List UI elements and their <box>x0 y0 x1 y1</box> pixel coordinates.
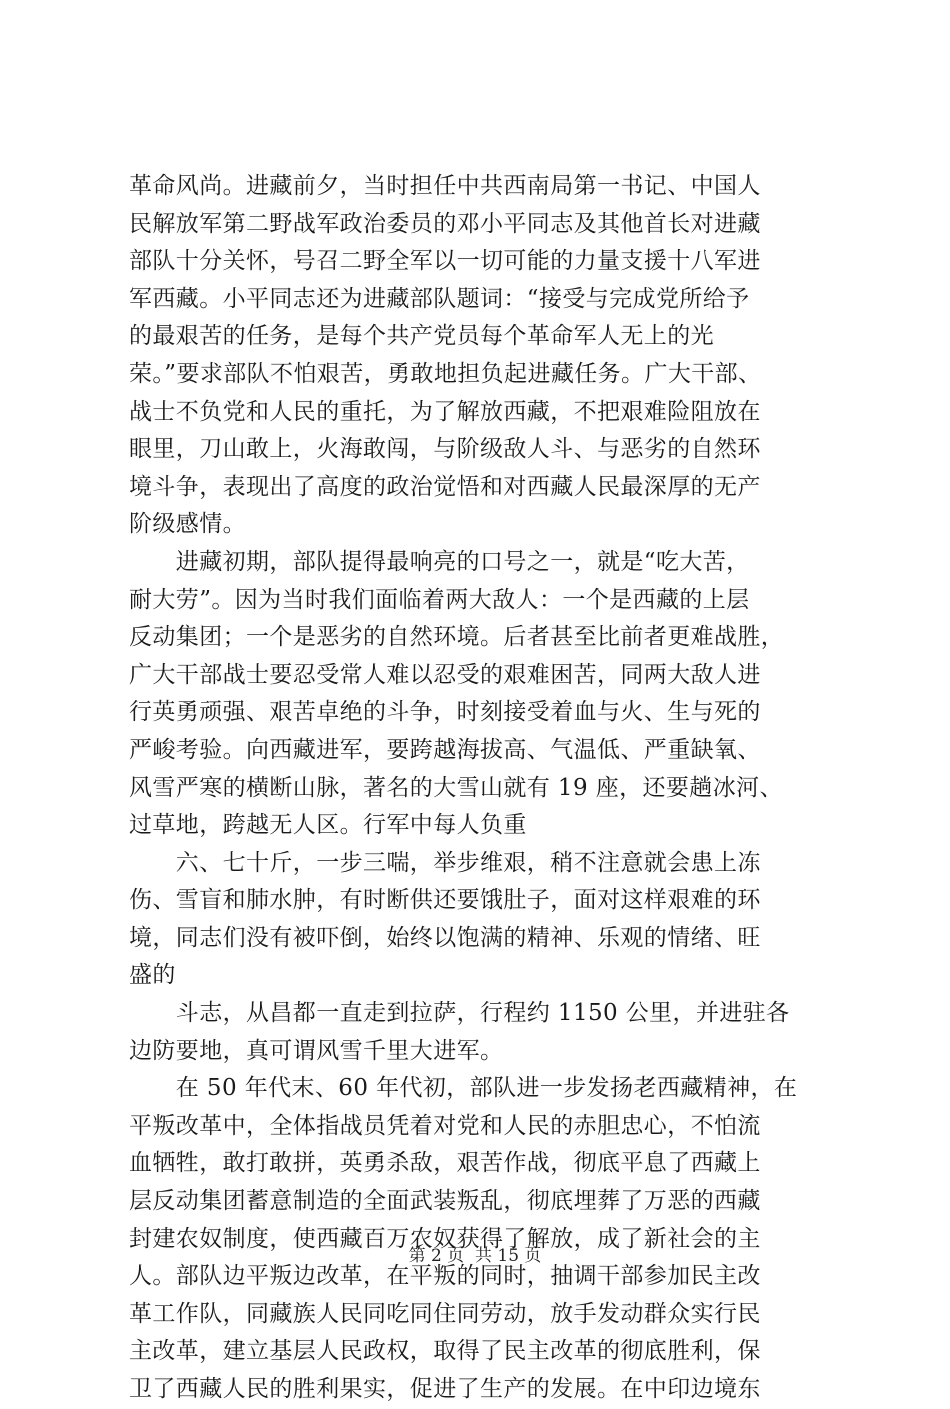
text-line: 主改革，建立基层人民政权，取得了民主改革的彻底胜利，保 <box>129 1338 761 1365</box>
text-line: 盛的 <box>129 962 176 989</box>
text-line: 革工作队，同藏族人民同吃同住同劳动，放手发动群众实行民 <box>129 1300 761 1327</box>
text-line: 革命风尚。进藏前夕，当时担任中共西南局第一书记、中国人 <box>129 173 761 199</box>
text-line: 的最艰苦的任务，是每个共产党员每个革命军人无上的光 <box>129 323 714 350</box>
text-line: 部队十分关怀，号召二野全军以一切可能的力量支援十八军进 <box>129 248 761 275</box>
text-line: 严峻考验。向西藏进军，要跨越海拔高、气温低、严重缺氧、 <box>129 736 761 763</box>
text-line: 血牺牲，敢打敢拼，英勇杀敌，艰苦作战，彻底平息了西藏上 <box>129 1150 761 1177</box>
text-line: 境，同志们没有被吓倒，始终以饱满的精神、乐观的情绪、旺 <box>129 924 761 951</box>
text-line: 卫了西藏人民的胜利果实，促进了生产的发展。在中印边境东 <box>129 1376 761 1402</box>
body-text <box>129 168 829 1409</box>
text-line: 斗志，从昌都一直走到拉萨，行程约 1150 公里，并进驻各 <box>129 1000 790 1027</box>
text-line: 层反动集团蓄意制造的全面武装叛乱，彻底埋葬了万恶的西藏 <box>129 1188 761 1215</box>
text-line: 反动集团；一个是恶劣的自然环境。后者甚至比前者更难战胜， <box>129 624 785 651</box>
text-line: 六、七十斤，一步三喘，举步维艰，稍不注意就会患上冻 <box>129 849 761 876</box>
text-line: 平叛改革中，全体指战员凭着对党和人民的赤胆忠心，不怕流 <box>129 1112 761 1139</box>
text-line: 进藏初期，部队提得最响亮的口号之一，就是“吃大苦， <box>129 548 750 575</box>
text-line: 眼里，刀山敢上，火海敢闯，与阶级敌人斗、与恶劣的自然环 <box>129 436 761 463</box>
text-line: 境斗争，表现出了高度的政治觉悟和对西藏人民最深厚的无产 <box>129 473 761 500</box>
text-line: 边防要地，真可谓风雪千里大进军。 <box>129 1037 504 1064</box>
text-line: 军西藏。小平同志还为进藏部队题词：“接受与完成党所给予 <box>129 285 750 312</box>
page-footer: 第 2 页 共 15 页 <box>408 1246 542 1266</box>
text-line: 阶级感情。 <box>129 511 246 538</box>
text-line: 民解放军第二野战军政治委员的邓小平同志及其他首长对进藏 <box>129 210 761 237</box>
text-line: 人。部队边平叛边改革，在平叛的同时，抽调干部参加民主改 <box>129 1263 761 1290</box>
text-line: 风雪严寒的横断山脉，著名的大雪山就有 19 座，还要趟冰河、 <box>129 774 783 801</box>
text-line: 行英勇顽强、艰苦卓绝的斗争，时刻接受着血与火、生与死的 <box>129 699 761 726</box>
text-line: 伤、雪盲和肺水肿，有时断供还要饿肚子，面对这样艰难的环 <box>129 887 761 914</box>
text-line: 战士不负党和人民的重托，为了解放西藏，不把艰难险阻放在 <box>129 398 761 425</box>
text-line: 耐大劳”。因为当时我们面临着两大敌人：一个是西藏的上层 <box>129 586 750 613</box>
text-line: 荣。”要求部队不怕艰苦，勇敢地担负起进藏任务。广大干部、 <box>129 360 762 387</box>
text-line: 在 50 年代末、60 年代初，部队进一步发扬老西藏精神，在 <box>129 1075 798 1102</box>
text-line: 广大干部战士要忍受常人难以忍受的艰难困苦，同两大敌人进 <box>129 661 761 688</box>
text-line: 封建农奴制度，使西藏百万农奴获得了解放，成了新社会的主 <box>129 1225 761 1252</box>
text-line: 过草地，跨越无人区。行军中每人负重 <box>129 812 527 839</box>
